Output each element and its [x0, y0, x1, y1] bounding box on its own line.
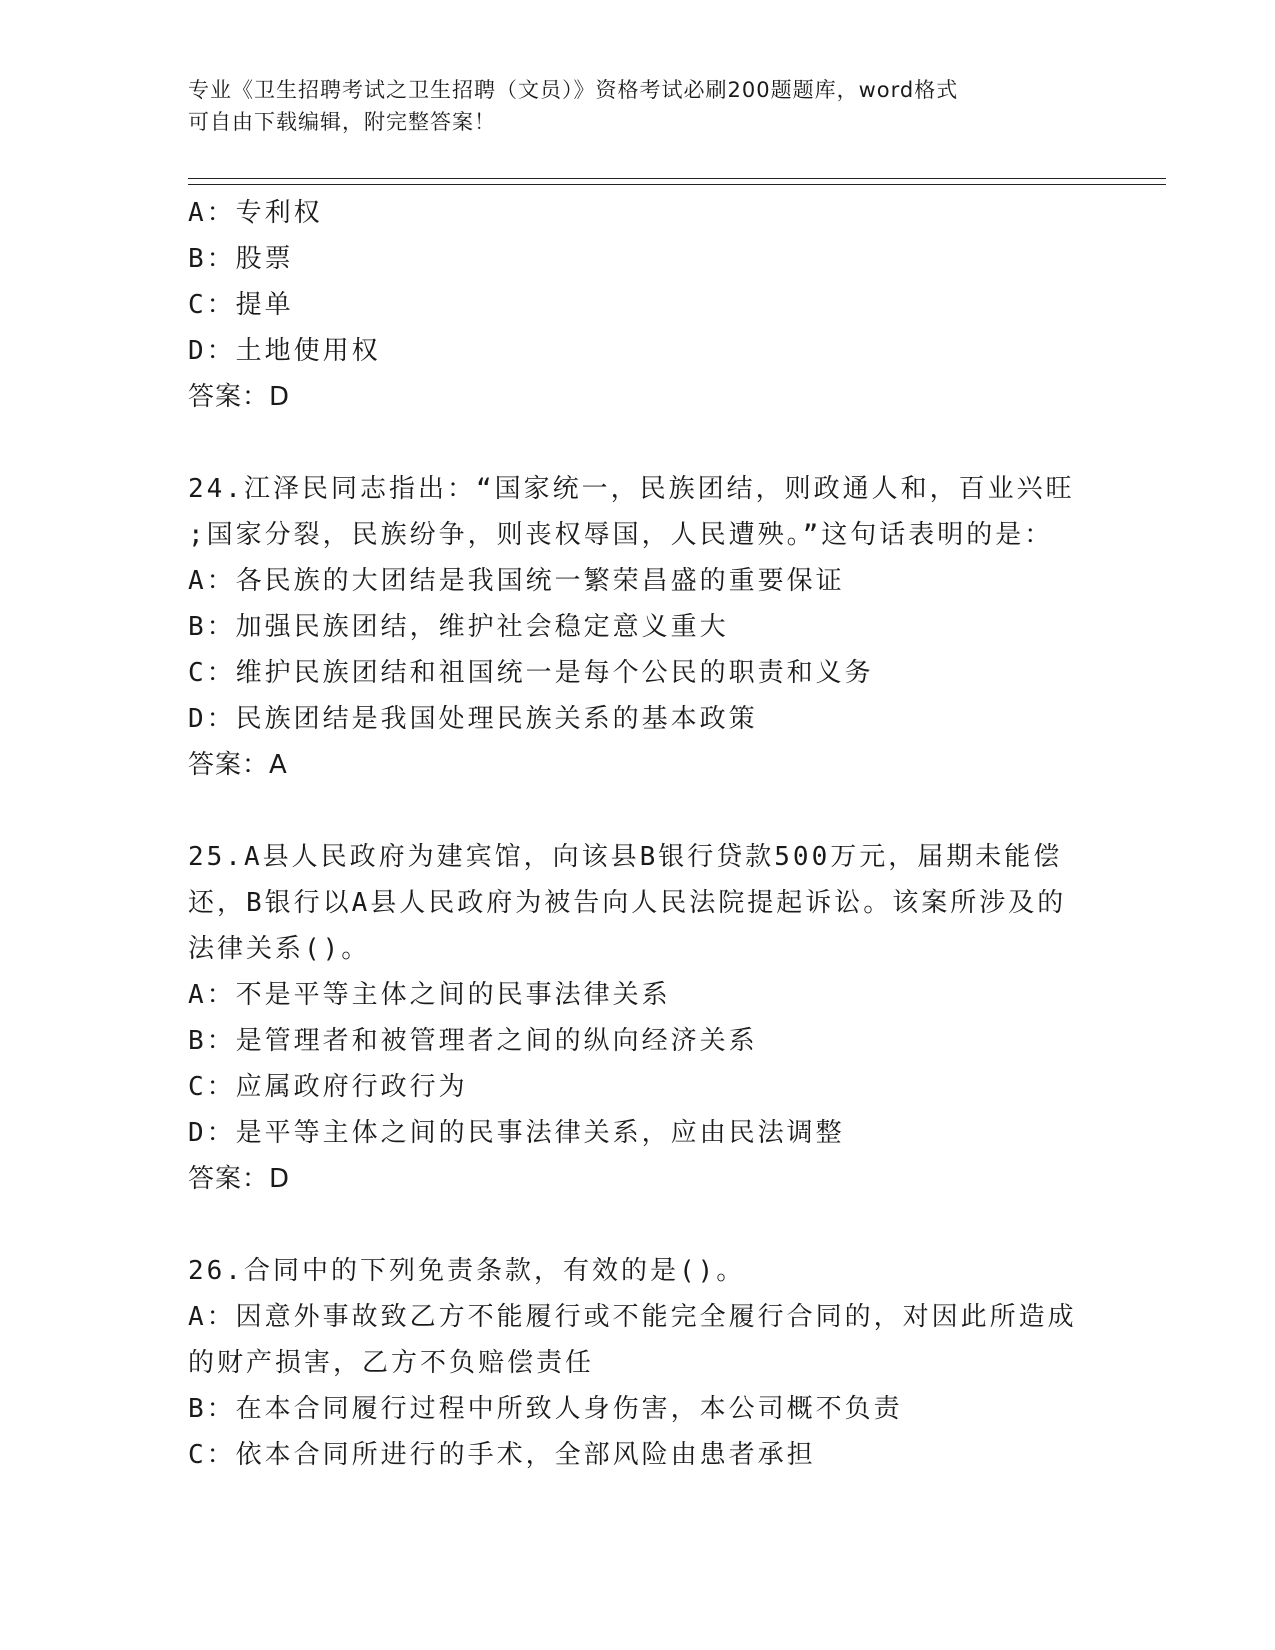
answer: 答案：D	[188, 382, 291, 412]
question-24	[188, 466, 1088, 788]
spacer	[188, 1202, 1088, 1248]
option-b: B：股票	[188, 244, 294, 274]
option-b: B：是管理者和被管理者之间的纵向经济关系	[188, 1026, 758, 1056]
question-26	[188, 1248, 1088, 1478]
answer: 答案：A	[188, 750, 288, 780]
question-text-line: ;国家分裂，民族纷争，则丧权辱国，人民遭殃。”这句话表明的是：	[188, 520, 1054, 550]
question-text-line: 26.合同中的下列免责条款，有效的是()。	[188, 1256, 746, 1286]
option-c: C：应属政府行政行为	[188, 1072, 468, 1102]
option-c: C：维护民族团结和祖国统一是每个公民的职责和义务	[188, 658, 874, 688]
option-d: D：民族团结是我国处理民族关系的基本政策	[188, 704, 758, 734]
spacer	[188, 420, 1088, 466]
header-divider-top	[188, 178, 1166, 179]
question-text-line: 24.江泽民同志指出：“国家统一，民族团结，则政通人和，百业兴旺	[188, 474, 1075, 504]
option-a: A：不是平等主体之间的民事法律关系	[188, 980, 671, 1010]
option-a-continued: 的财产损害，乙方不负赔偿责任	[188, 1348, 595, 1378]
header-line-1: 专业《卫生招聘考试之卫生招聘（文员）》资格考试必刷200题题库，word格式	[188, 78, 959, 102]
question-list	[188, 190, 1088, 1478]
spacer	[188, 788, 1088, 834]
document-header	[188, 74, 1088, 138]
option-d: D：土地使用权	[188, 336, 381, 366]
header-line-2: 可自由下载编辑，附完整答案！	[188, 110, 496, 134]
option-c: C：提单	[188, 290, 294, 320]
option-b: B：在本合同履行过程中所致人身伤害，本公司概不负责	[188, 1394, 903, 1424]
answer: 答案：D	[188, 1164, 291, 1194]
option-d: D：是平等主体之间的民事法律关系，应由民法调整	[188, 1118, 845, 1148]
question-25	[188, 834, 1088, 1202]
question-text-line: 法律关系()。	[188, 934, 371, 964]
question-text-line: 还，B银行以A县人民政府为被告向人民法院提起诉讼。该案所涉及的	[188, 888, 1067, 918]
option-a: A：各民族的大团结是我国统一繁荣昌盛的重要保证	[188, 566, 845, 596]
question-text-line: 25.A县人民政府为建宾馆，向该县B银行贷款500万元，届期未能偿	[188, 842, 1063, 872]
question-23	[188, 190, 1088, 420]
option-a: A：因意外事故致乙方不能履行或不能完全履行合同的，对因此所造成	[188, 1302, 1077, 1332]
option-b: B：加强民族团结，维护社会稳定意义重大	[188, 612, 729, 642]
option-c: C：依本合同所进行的手术，全部风险由患者承担	[188, 1440, 816, 1470]
option-a: A：专利权	[188, 198, 323, 228]
header-divider-bottom	[188, 184, 1166, 185]
